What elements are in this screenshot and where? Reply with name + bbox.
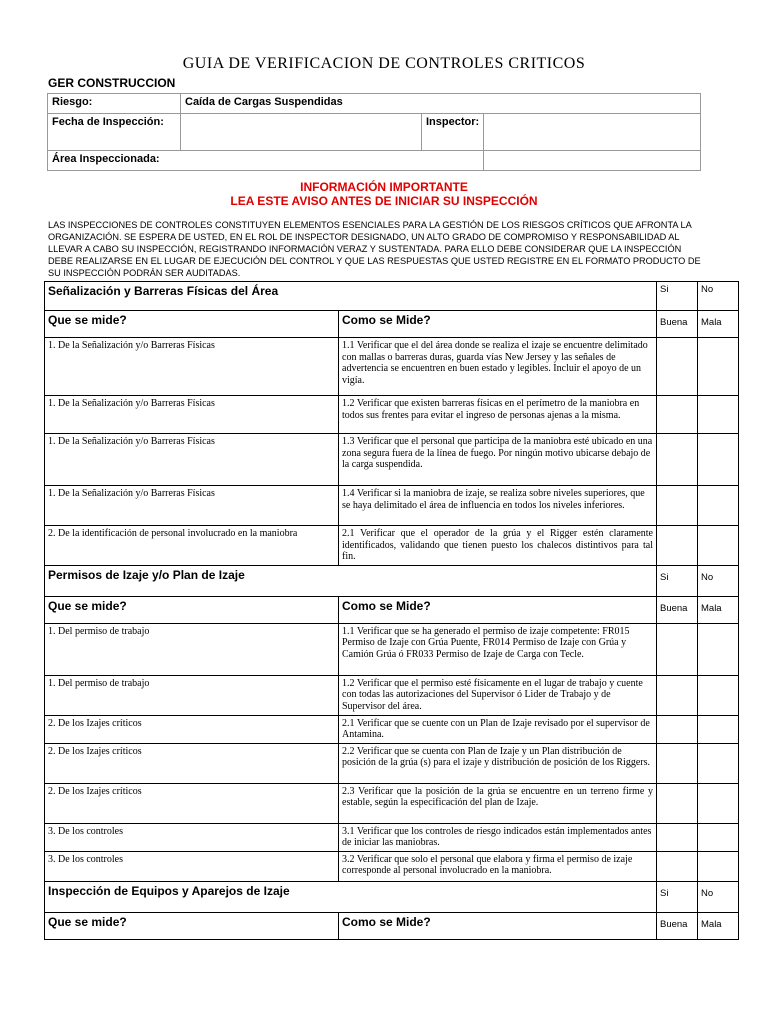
table-row <box>45 338 739 396</box>
table-row <box>45 526 739 566</box>
como-se-mide-cell: 3.2 Verificar que solo el personal que elabora y firma el permiso de izaje corresponde al personal involucrado en la maniobra. <box>339 851 657 881</box>
fecha-field[interactable] <box>181 114 422 151</box>
area-label: Área Inspeccionada: <box>48 151 484 171</box>
como-se-mide-cell: 1.1 Verificar que el del área donde se realiza el izaje se encuentre delimitado con mallas o barreras duras, guarda vías New Jersey y las señales de advertencia se encuentren en buen estado y legibles. Incluir el apoyo de un vigía. <box>339 338 657 396</box>
check-no-cell[interactable] <box>698 486 739 526</box>
check-si-cell[interactable] <box>657 623 698 675</box>
company-name: GER CONSTRUCCION <box>48 76 176 90</box>
section-title: Inspección de Equipos y Aparejos de Izaje <box>45 881 657 912</box>
check-si-cell[interactable] <box>657 783 698 823</box>
table-row <box>45 743 739 783</box>
table-row <box>45 486 739 526</box>
check-si-cell[interactable] <box>657 743 698 783</box>
important-notice <box>0 180 768 208</box>
check-no-cell[interactable] <box>698 715 739 743</box>
que-se-mide-cell: 1. De la Señalización y/o Barreras Físicas <box>45 486 339 526</box>
que-se-mide-cell: 1. De la Señalización y/o Barreras Físicas <box>45 338 339 396</box>
que-se-mide-cell: 1. Del permiso de trabajo <box>45 623 339 675</box>
mala-label: Mala <box>698 311 739 338</box>
no-label: No <box>698 282 739 311</box>
buena-label: Buena <box>657 912 698 939</box>
que-se-mide-cell: 1. Del permiso de trabajo <box>45 675 339 715</box>
riesgo-value: Caída de Cargas Suspendidas <box>181 94 701 114</box>
si-label: Si <box>657 881 698 912</box>
como-se-mide-header: Como se Mide? <box>339 311 657 338</box>
table-row <box>45 434 739 486</box>
como-se-mide-header: Como se Mide? <box>339 596 657 623</box>
check-no-cell[interactable] <box>698 743 739 783</box>
notice-heading: INFORMACIÓN IMPORTANTE <box>300 180 468 194</box>
que-se-mide-header: Que se mide? <box>45 912 339 939</box>
check-si-cell[interactable] <box>657 823 698 851</box>
check-si-cell[interactable] <box>657 526 698 566</box>
check-no-cell[interactable] <box>698 623 739 675</box>
disclaimer-text: LAS INSPECCIONES DE CONTROLES CONSTITUYEN ELEMENTOS ESENCIALES PARA LA GESTIÓN DE LOS RIESGOS CRÍTICOS QUE AFRONTA LA ORGANIZACIÓN. SE ESPERA DE USTED, EN EL ROL DE INSPECTOR DESIGNADO, UN ALTO GRADO DE COMPROMISO Y RESPONSABILIDAD AL LLEVAR A CABO SU INSPECCIÓN, REGISTRANDO INFORMACIÓN VERAZ Y SUSTENTADA. PARA ELLO DEBE CONSIDERAR QUE LA INSPECCIÓN DEBE REALIZARSE EN EL LUGAR DE EJECUCIÓN DEL CONTROL Y QUE LAS RESPUESTAS QUE USTED REGISTRE EN EL FORMATO PRODUCTO DE SU INSPECCIÓN PODRÁN SER AUDITADAS. <box>48 220 701 278</box>
check-si-cell[interactable] <box>657 675 698 715</box>
como-se-mide-cell: 2.2 Verificar que se cuenta con Plan de Izaje y un Plan distribución de posición de la grúa (s) para el izaje y distribución de posición de los Riggers. <box>339 743 657 783</box>
check-no-cell[interactable] <box>698 851 739 881</box>
como-se-mide-cell: 1.4 Verificar si la maniobra de izaje, se realiza sobre niveles superiores, que se haya delimitado el área de influencia en todos los niveles inferiores. <box>339 486 657 526</box>
check-no-cell[interactable] <box>698 823 739 851</box>
como-se-mide-cell: 2.3 Verificar que la posición de la grúa se encuentre en un terreno firme y estable, según la especificación del plan de Izaje. <box>339 783 657 823</box>
table-row <box>45 396 739 434</box>
si-label: Si <box>657 282 698 311</box>
check-no-cell[interactable] <box>698 338 739 396</box>
inspector-label: Inspector: <box>422 114 484 151</box>
riesgo-label: Riesgo: <box>48 94 181 114</box>
mala-label: Mala <box>698 596 739 623</box>
como-se-mide-cell: 2.1 Verificar que el operador de la grúa y el Rigger estén claramente identificados, validando que tienen puesto los chalecos distintivos para tal fin. <box>339 526 657 566</box>
como-se-mide-header: Como se Mide? <box>339 912 657 939</box>
check-no-cell[interactable] <box>698 396 739 434</box>
inspector-field[interactable] <box>484 114 701 151</box>
que-se-mide-cell: 1. De la Señalización y/o Barreras Físicas <box>45 434 339 486</box>
que-se-mide-cell: 3. De los controles <box>45 851 339 881</box>
table-row <box>45 675 739 715</box>
inspection-info-table <box>47 93 701 171</box>
check-si-cell[interactable] <box>657 486 698 526</box>
que-se-mide-header: Que se mide? <box>45 311 339 338</box>
table-row <box>45 783 739 823</box>
check-si-cell[interactable] <box>657 851 698 881</box>
area-field[interactable] <box>484 151 701 171</box>
como-se-mide-cell: 1.2 Verificar que el permiso esté físicamente en el lugar de trabajo y cuente con todas las autorizaciones del Supervisor ó Lider de Trabajo y de Supervisor del área. <box>339 675 657 715</box>
table-row <box>45 623 739 675</box>
check-no-cell[interactable] <box>698 526 739 566</box>
check-si-cell[interactable] <box>657 396 698 434</box>
como-se-mide-cell: 2.1 Verificar que se cuente con un Plan de Izaje revisado por el supervisor de Antamina. <box>339 715 657 743</box>
como-se-mide-cell: 1.2 Verificar que existen barreras físicas en el perímetro de la maniobra en todos sus frentes para evitar el ingreso de personas ajenas a la misma. <box>339 396 657 434</box>
que-se-mide-header: Que se mide? <box>45 596 339 623</box>
que-se-mide-cell: 1. De la Señalización y/o Barreras Físicas <box>45 396 339 434</box>
que-se-mide-cell: 3. De los controles <box>45 823 339 851</box>
no-label: No <box>698 565 739 596</box>
fecha-label: Fecha de Inspección: <box>48 114 181 151</box>
no-label: No <box>698 881 739 912</box>
como-se-mide-cell: 3.1 Verificar que los controles de riesgo indicados están implementados antes de iniciar las maniobras. <box>339 823 657 851</box>
check-no-cell[interactable] <box>698 783 739 823</box>
table-row <box>45 715 739 743</box>
check-si-cell[interactable] <box>657 338 698 396</box>
que-se-mide-cell: 2. De los Izajes críticos <box>45 743 339 783</box>
que-se-mide-cell: 2. De la identificación de personal involucrado en la maniobra <box>45 526 339 566</box>
table-row <box>45 823 739 851</box>
como-se-mide-cell: 1.1 Verificar que se ha generado el permiso de izaje competente: FR015 Permiso de Izaje con Grúa Puente, FR014 Permiso de Izaje con Grúa y Camión Grúa ó FR033 Permiso de Izaje de Carga con Tecle. <box>339 623 657 675</box>
mala-label: Mala <box>698 912 739 939</box>
checklist-table <box>44 281 739 940</box>
check-si-cell[interactable] <box>657 715 698 743</box>
section-title: Permisos de Izaje y/o Plan de Izaje <box>45 565 657 596</box>
check-no-cell[interactable] <box>698 675 739 715</box>
si-label: Si <box>657 565 698 596</box>
buena-label: Buena <box>657 311 698 338</box>
check-no-cell[interactable] <box>698 434 739 486</box>
check-si-cell[interactable] <box>657 434 698 486</box>
document-title: GUIA DE VERIFICACION DE CONTROLES CRITICOS <box>182 55 586 72</box>
como-se-mide-cell: 1.3 Verificar que el personal que participa de la maniobra esté ubicado en una zona segura fuera de la línea de fuego. Por ningún motivo ubicarse debajo de la carga suspendida. <box>339 434 657 486</box>
que-se-mide-cell: 2. De los Izajes críticos <box>45 783 339 823</box>
section-title: Señalización y Barreras Físicas del Área <box>45 282 657 311</box>
table-row <box>45 851 739 881</box>
buena-label: Buena <box>657 596 698 623</box>
que-se-mide-cell: 2. De los Izajes críticos <box>45 715 339 743</box>
notice-subheading: LEA ESTE AVISO ANTES DE INICIAR SU INSPECCIÓN <box>230 194 538 208</box>
